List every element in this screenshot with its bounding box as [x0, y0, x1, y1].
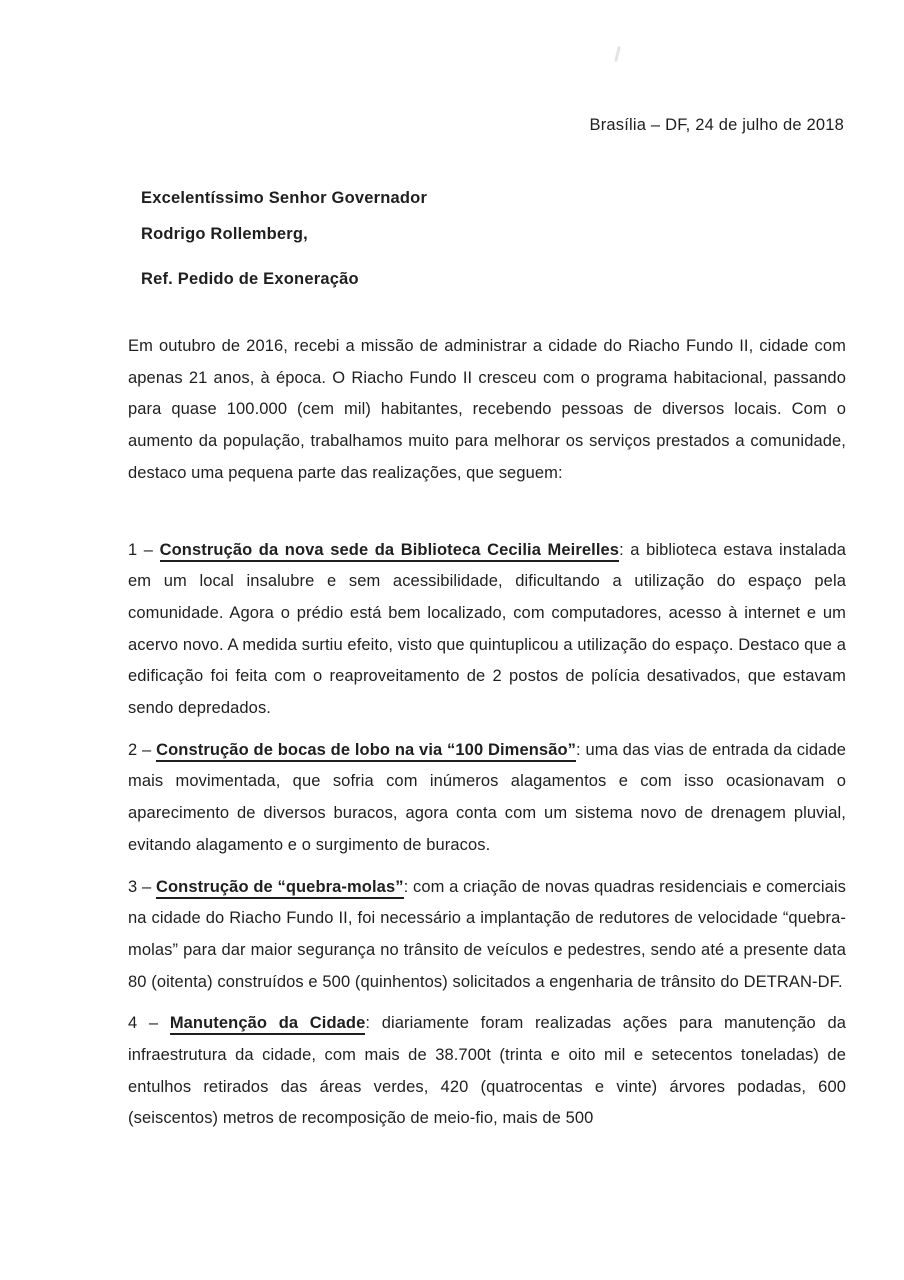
intro-paragraph: Em outubro de 2016, recebi a missão de administrar a cidade do Riacho Fundo II, cidade com apenas 21 anos, à época. O Riacho Fundo II cresceu com o programa habitacional, passando para quase 100.000 (cem mil) habitantes, recebendo pessoas de diversos locais. Com o aumento da população, trabalhamos muito para melhorar os serviços prestados a comunidade, destaco uma pequena parte das realizações, que seguem: [128, 337, 846, 482]
letter-body [128, 331, 846, 1145]
item-heading-suffix: : [365, 1014, 382, 1033]
item-number: 3 – [128, 877, 156, 896]
item-heading-suffix: : [619, 540, 631, 559]
item-number: 2 – [128, 740, 157, 759]
salutation-line-2: Rodrigo Rollemberg, [141, 225, 308, 243]
list-item-2 [128, 735, 846, 862]
item-heading: Construção de “quebra-molas” [156, 878, 404, 899]
item-heading: Construção de bocas de lobo na via “100 Dimensão” [156, 741, 576, 762]
item-number: 4 – [128, 1014, 170, 1033]
item-body: uma das vias de entrada da cidade mais movimentada, que sofria com inúmeros alagamentos e com isso ocasionavam o aparecimento de diversos buracos, agora conta com um sistema novo de drenagem pluvial, evitando alagamento e o surgimento de buracos. [128, 740, 847, 854]
item-heading-suffix: : [576, 740, 586, 759]
list-item-1 [128, 535, 846, 725]
item-heading: Construção da nova sede da Biblioteca Cecilia Meirelles [160, 541, 619, 562]
addressee-block [141, 180, 427, 252]
list-item-3 [128, 872, 846, 999]
item-body: com a criação de novas quadras residenciais e comerciais na cidade do Riacho Fundo II, foi necessário a implantação de redutores de velocidade “quebra-molas” para dar maior segurança no trânsito de veículos e pedestres, sendo até a presente data 80 (oitenta) construídos e 500 (quinhentos) solicitados a engenharia de trânsito do DETRAN-DF. [128, 877, 847, 991]
item-number: 1 – [128, 540, 160, 559]
reference-line: Ref. Pedido de Exoneração [141, 270, 359, 288]
items-list [128, 535, 846, 1136]
item-heading-suffix: : [403, 877, 413, 896]
item-body: a biblioteca estava instalada em um local insalubre e sem acessibilidade, dificultando a utilização do espaço pela comunidade. Agora o prédio está bem localizado, com computadores, acesso à internet e um acervo novo. A medida surtiu efeito, visto que quintuplicou a utilização do espaço. Destaco que a edificação foi feita com o reaproveitamento de 2 postos de polícia desativados, que estavam sendo depredados. [128, 540, 847, 718]
salutation-line-1: Excelentíssimo Senhor Governador [141, 189, 428, 207]
item-heading: Manutenção da Cidade [170, 1014, 366, 1035]
item-body: diariamente foram realizadas ações para manutenção da infraestrutura da cidade, com mais de 38.700t (trinta e oito mil e setecentos toneladas) de entulhos retirados das áreas verdes, 420 (quatrocentas e vinte) árvores podadas, 600 (seiscentos) metros de recomposição de meio-fio, mais de 500 [128, 1014, 846, 1128]
list-item-4 [128, 1008, 846, 1135]
scan-artifact [614, 46, 621, 62]
date-line: Brasília – DF, 24 de julho de 2018 [589, 116, 844, 134]
